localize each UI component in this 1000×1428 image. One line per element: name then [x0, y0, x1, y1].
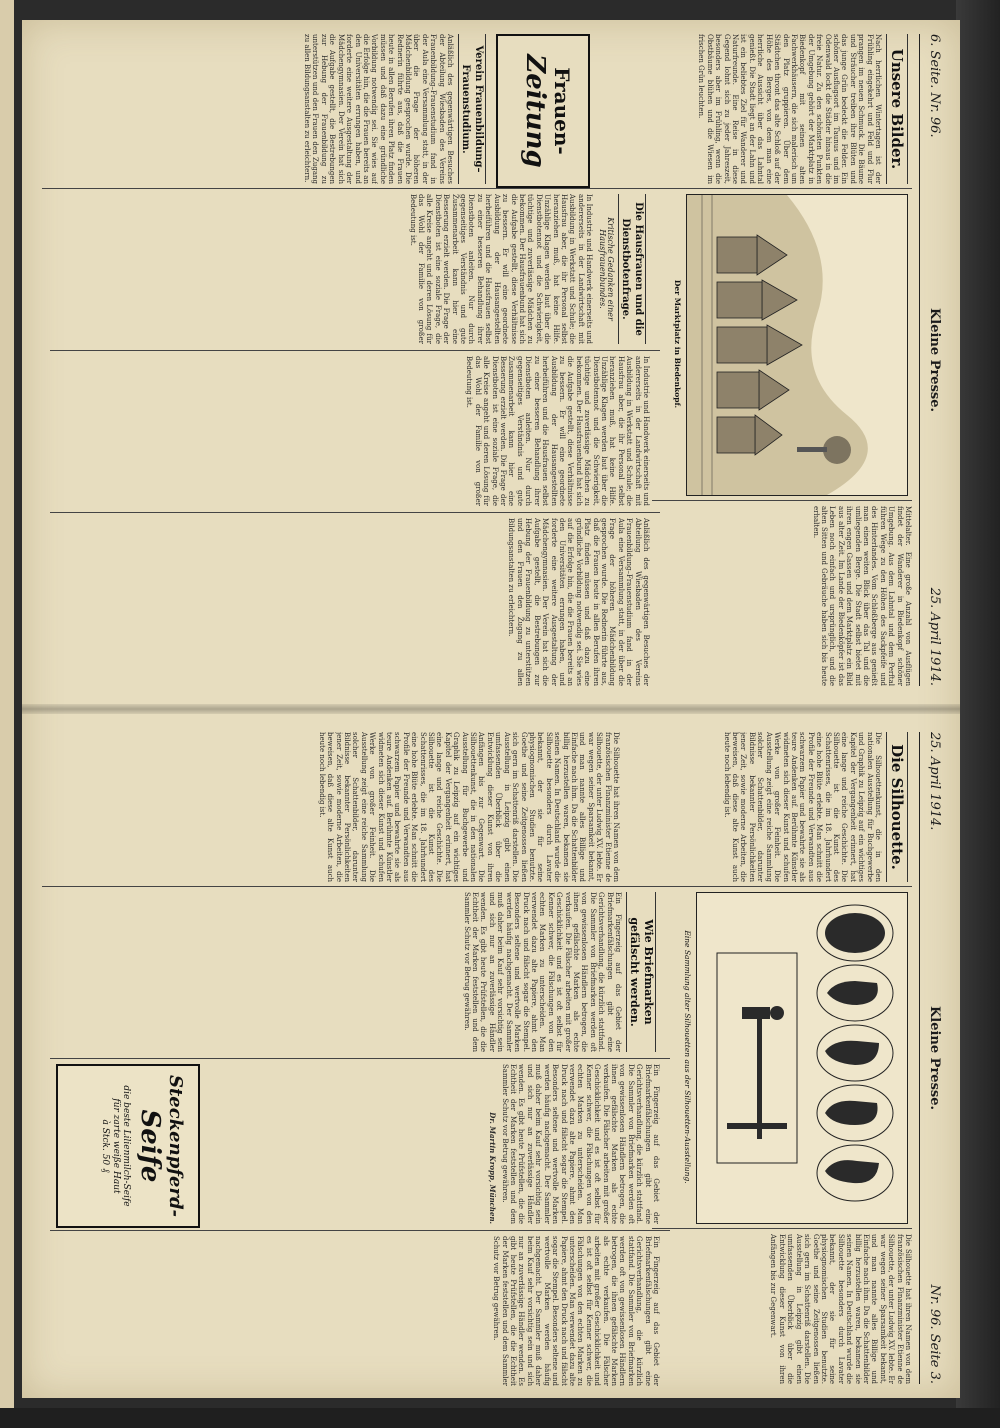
- article-body: Anläßlich des gegenwärtigen Besuches der Abteilung Wiesbaden des Vereins Frauenbildung–Frauenstudium fand in der Aula eine Versammlung statt, in der über die Frage der höheren Mädchenbildung gesprochen wurde. Die Rednerin führte aus, daß die Frauen heute in allen Berufen ihren Platz finden müssen und daß dazu eine gründliche Vorbildung notwendig sei. Sie wies auf die Erfolge hin, die die Frauen bereits an den Universitäten errungen haben, und forderte eine weitere Ausgestaltung der Mädchengymnasien. Der Verein hat sich die Aufgabe gestellt, die Bestrebungen zur Hebung der Frauenbildung zu unterstützen und den Frauen den Zugang zu allen Bildungsanstalten zu erleichtern.: [303, 34, 454, 184]
- page-right: [22, 718, 960, 1398]
- frauen-zeitung-logo: [496, 34, 590, 188]
- column-briefmarken-cont: [210, 1064, 660, 1224]
- article-body: Mittelalter. Eine große Anzahl von Ausflügen findet der Wanderer in Biedenkopf schöner Umgebung. Aus dem Lahntal und dem Perftal führen Wege zu den Höhen des Sackpfeife und des Hinterlandes. Vom Schloßberge aus genießt man einen weiten Blick über das Tal und die umliegenden Berge. Die Stadt selbst bietet mit ihren engen Gassen und dem Marktplatz ein Bild aus alter Zeit. Im Lande der Biedenköpfer ist das Leben noch einfach und ursprünglich, und die alten Sitten und Gebräuche haben sich bis heute erhalten.: [811, 506, 912, 686]
- article-body-extra: Die Silhouettenkunst, die in den nationalen Ausstellung für Buchgewerbe und Graphik zu Leipzig auf ein wichtiges Kapitel der Vergangenheit erinnert, hat eine lange und reiche Geschichte. Die Silhouette ist die Kunst des Schattenrisses, die im 18. Jahrhundert eine hohe Blüte erlebte. Man schnitt die Profile der Freunde und Verwandten aus schwarzem Papier und bewahrte sie als teure Andenken auf. Berühmte Künstler widmeten sich dieser Kunst und schufen Werke von großer Feinheit. Die Ausstellung zeigt eine reiche Sammlung solcher Schattenbilder, darunter Bildnisse bekannter Persönlichkeiten jener Zeit, sowie moderne Arbeiten, die beweisen, daß diese alte Kunst auch heute noch lebendig ist.: [317, 732, 486, 882]
- ad-tagline-2: für zarte weiße Haut: [111, 1098, 121, 1194]
- ad-product: Seife: [135, 1109, 165, 1183]
- page-number: 6. Seite. Nr. 96.: [927, 34, 942, 138]
- column-biedenkopf: [662, 506, 912, 686]
- article-title: Wie Briefmarken gefälscht werden.: [626, 892, 656, 1052]
- column-dienstboten: [50, 194, 650, 344]
- town-etching: [687, 195, 907, 495]
- article-subtitle: Kritische Gedanken einer Hausfrauenbundes.: [597, 217, 615, 321]
- article-title: Verein Frauenbildung–Frauenstudium.: [458, 34, 486, 184]
- column-rule: [652, 500, 912, 501]
- column-silhouette: [632, 732, 912, 882]
- article-body: Nach herrlichen Wintertagen ist der Frühling eingekehrt und Feld und Flur prangen im neuen Schmuck. Die Bäume und Sträucher treiben ihre Blüten und das junge Grün bedeckt die Felder. Ein schöner Ausflugsort im Taunus und im Odenwald lockt die Städter hinaus in die freie Natur. Zu den schönsten Punkten der Umgebung gehört der Marktplatz in Biedenkopf mit seinen alten Fachwerkhäusern, die sich malerisch um den Platz gruppieren. Über dem Städtchen thront das alte Schloß auf der Höhe des Berges, von dem man eine herrliche Aussicht über das Lahntal genießt. Die Stadt liegt an der Lahn und ist ein beliebtes Ziel für Wanderer und Naturfreunde. Eine Reise in diese Gegend lohnt sich zu jeder Jahreszeit, besonders aber im Frühling, wenn die Obstbäume blühen und die Wiesen im frischen Grün leuchten.: [697, 34, 882, 184]
- article-body: Ein Fingerzeig auf das Gebiet der Briefmarkenfälschungen gibt eine Gerichtsverhandlung, die kürzlich stattfand. Die Sammler von Briefmarken werden oft von gewissenlosen Händlern betrogen, die ihnen gefälschte Marken als echte verkaufen. Die Fälscher arbeiten mit großer Geschicklichkeit und es ist oft selbst für Kenner schwer, die Fälschungen von den echten Marken zu unterscheiden. Man verwendet dazu alte Papiere, ahmt den Druck nach und fälscht sogar die Stempel. Besonders seltene und wertvolle Marken werden häufig nachgemacht. Der Sammler muß daher beim Kauf sehr vorsichtig sein und sich nur an zuverlässige Händler wenden. Es gibt heute Prüfstellen, die die Echtheit der Marken feststellen und dem Sammler Schutz vor Betrug gewähren.: [492, 1236, 660, 1386]
- scan-edge-right: [956, 0, 1000, 1428]
- column-rule: [50, 512, 660, 513]
- silhouette-caption-wrap: [680, 892, 694, 1222]
- newspaper-sheet: [22, 20, 960, 1398]
- page-left: [22, 20, 960, 700]
- issue-date: 25. April 1914.: [927, 732, 942, 831]
- page-gutter: [22, 704, 960, 714]
- column-dienstboten-cont: [50, 356, 650, 506]
- article-signature: Dr. Martin Kropp, München.: [488, 1112, 498, 1224]
- column-rule: [652, 1228, 912, 1229]
- column-briefmarken: [50, 892, 660, 1052]
- article-title: Unsere Bilder.: [886, 34, 908, 184]
- column-dienstboten-end: [50, 518, 650, 686]
- marketplace-illustration: [686, 194, 908, 496]
- ad-brand: Steckenpferd-: [165, 1074, 186, 1218]
- scan-edge-left: [0, 0, 14, 1428]
- article-body: Ein Fingerzeig auf das Gebiet der Briefmarkenfälschungen gibt eine Gerichtsverhandlung, die kürzlich stattfand. Die Sammler von Briefmarken werden oft von gewissenlosen Händlern betrogen, die ihnen gefälschte Marken als echte verkaufen. Die Fälscher arbeiten mit großer Geschicklichkeit und es ist oft selbst für Kenner schwer, die Fälschungen von den echten Marken zu unterscheiden. Man verwendet dazu alte Papiere, ahmt den Druck nach und fälscht sogar die Stempel. Besonders seltene und wertvolle Marken werden häufig nachgemacht. Der Sammler muß daher beim Kauf sehr vorsichtig sein und sich nur an zuverlässige Händler wenden. Es gibt heute Prüfstellen, die die Echtheit der Marken feststellen und dem Sammler Schutz vor Betrug gewähren.: [462, 892, 622, 1052]
- column-rule: [50, 1058, 670, 1059]
- silhouette-plate: [696, 892, 908, 1224]
- article-body: Die Silhouettenkunst, die in den nationalen Ausstellung für Buchgewerbe und Graphik zu Leipzig auf ein wichtiges Kapitel der Vergangenheit erinnert, hat eine lange und reiche Geschichte. Die Silhouette ist die Kunst des Schattenrisses, die im 18. Jahrhundert eine hohe Blüte erlebte. Man schnitt die Profile der Freunde und Verwandten aus schwarzem Papier und bewahrte sie als teure Andenken auf. Berühmte Künstler widmeten sich dieser Kunst und schufen Werke von großer Feinheit. Die Ausstellung zeigt eine reiche Sammlung solcher Schattenbilder, darunter Bildnisse bekannter Persönlichkeiten jener Zeit, sowie moderne Arbeiten, die beweisen, daß diese alte Kunst auch heute noch lebendig ist.: [722, 732, 882, 882]
- silhouette-ovals: [697, 893, 907, 1223]
- column-rule: [42, 886, 912, 887]
- masthead: Kleine Presse.: [927, 307, 942, 413]
- column-silhouette-cont: [662, 1234, 912, 1384]
- article-body: Ein Fingerzeig auf das Gebiet der Briefmarkenfälschungen gibt eine Gerichtsverhandlung, die kürzlich stattfand. Die Sammler von Briefmarken werden oft von gewissenlosen Händlern betrogen, die ihnen gefälschte Marken als echte verkaufen. Die Fälscher arbeiten mit großer Geschicklichkeit und es ist oft selbst für Kenner schwer, die Fälschungen von den echten Marken zu unterscheiden. Man verwendet dazu alte Papiere, ahmt den Druck nach und fälscht sogar die Stempel. Besonders seltene und wertvolle Marken werden häufig nachgemacht. Der Sammler muß daher beim Kauf sehr vorsichtig sein und sich nur an zuverlässige Händler wenden. Es gibt heute Prüfstellen, die die Echtheit der Marken feststellen und dem Sammler Schutz vor Betrug gewähren.: [500, 1064, 660, 1224]
- page-number: Nr. 96. Seite 3.: [927, 1284, 942, 1384]
- column-rule: [50, 1230, 670, 1231]
- article-body: Anläßlich des gegenwärtigen Besuches der Abteilung Wiesbaden des Vereins Frauenbildung–Frauenstudium fand in der Aula eine Versammlung statt, in der über die Frage der höheren Mädchenbildung gesprochen wurde. Die Rednerin führte aus, daß die Frauen heute in allen Berufen ihren Platz finden müssen und daß dazu eine gründliche Vorbildung notwendig sei. Sie wies auf die Erfolge hin, die die Frauen bereits an den Universitäten errungen haben, und forderte eine weitere Ausgestaltung der Mädchengymnasien. Der Verein hat sich die Aufgabe gestellt, die Bestrebungen zur Hebung der Frauenbildung zu unterstützen und den Frauen den Zugang zu allen Bildungsanstalten zu erleichtern.: [507, 518, 650, 686]
- page-header: [919, 34, 946, 686]
- article-body: In Industrie und Handwerk einerseits und andererseits in der Landwirtschaft mit Ausbildung in Werkstatt und Schule; die Hausfrau aber, die ihr Personal selbst heranziehen muß, hat keine Hilfe. Unzählige Klagen werden laut über die Dienstbotennot und die Schwierigkeit, tüchtige und zuverlässige Mädchen zu bekommen. Der Hausfrauenbund hat sich die Aufgabe gestellt, diese Verhältnisse zu bessern. Er will eine geordnete Ausbildung der Hausangestellten herbeiführen und die Hausfrauen selbst zu einer besseren Behandlung ihrer Dienstboten anleiten. Nur durch gegenseitiges Verständnis und gute Zusammenarbeit kann hier eine Besserung erzielt werden. Die Frage der Dienstboten ist eine soziale Frage, die alle Kreise angeht und deren Lösung für das Wohl der Familie von großer Bedeutung ist.: [465, 356, 650, 506]
- ad-tagline-1: die beste Lilienmilch-Seife: [121, 1085, 131, 1207]
- masthead: Kleine Presse.: [927, 1005, 942, 1111]
- column-rule: [42, 188, 912, 189]
- picture-caption: Der Marktplatz in Biedenkopf.: [673, 279, 682, 409]
- article-body: Die Silhouette hat ihren Namen von dem französischen Finanzminister Etienne de Silhouette, der unter Ludwig XV. lebte. Er war wegen seiner Sparsamkeit bekannt, und man nannte alles Billige und Einfache nach ihm. Da die Schattenbilder billig herzustellen waren, bekamen sie seinen Namen. In Deutschland wurde die Silhouette besonders durch Lavater bekannt, der sie für seine physiognomischen Studien benutzte. Goethe und seine Zeitgenossen ließen sich gern im Schattenriß darstellen. Die Ausstellung in Leipzig gibt einen umfassenden Überblick über die Entwicklung dieser Kunst von ihren Anfängen bis zur Gegenwart.: [769, 1234, 912, 1384]
- logo-line-1: Frauen-: [550, 67, 574, 155]
- page-header: [919, 732, 946, 1384]
- article-body: In Industrie und Handwerk einerseits und andererseits in der Landwirtschaft mit Ausbildung in Werkstatt und Schule; die Hausfrau aber, die ihr Personal selbst heranziehen muß, hat keine Hilfe. Unzählige Klagen werden laut über die Dienstbotennot und die Schwierigkeit, tüchtige und zuverlässige Mädchen zu bekommen. Der Hausfrauenbund hat sich die Aufgabe gestellt, diese Verhältnisse zu bessern. Er will eine geordnete Ausbildung der Hausangestellten herbeiführen und die Hausfrauen selbst zu einer besseren Behandlung ihrer Dienstboten anleiten. Nur durch gegenseitiges Verständnis und gute Zusammenarbeit kann hier eine Besserung erzielt werden. Die Frage der Dienstboten ist eine soziale Frage, die alle Kreise angeht und deren Lösung für das Wohl der Familie von großer Bedeutung ist.: [408, 194, 594, 344]
- rotated-spread: [22, 20, 960, 1398]
- article-title: Die Hausfrauen und die Dienstbotenfrage.: [618, 194, 646, 344]
- issue-date: 25. April 1914.: [927, 587, 942, 686]
- picture-caption-wrap: [670, 194, 684, 494]
- ad-price: à Stck. 50 ₰: [100, 1119, 110, 1173]
- column-briefmarken-end: [50, 1236, 660, 1386]
- column-frauenbildung: [50, 34, 490, 184]
- silhouette-caption: Eine Sammlung alter Silhouetten aus der Silhouetten-Ausstellung.: [683, 930, 692, 1184]
- column-unsere-bilder: [612, 34, 912, 184]
- scan-edge-bottom: [0, 1408, 1000, 1428]
- article-title: Die Silhouette.: [886, 732, 908, 882]
- steckenpferd-advertisement: [56, 1064, 200, 1228]
- column-silhouette-more: [50, 732, 620, 882]
- column-rule: [50, 350, 660, 351]
- logo-line-2: Zeitung: [520, 54, 550, 168]
- article-body: Die Silhouette hat ihren Namen von dem französischen Finanzminister Etienne de Silhouette, der unter Ludwig XV. lebte. Er war wegen seiner Sparsamkeit bekannt, und man nannte alles Billige und Einfache nach ihm. Da die Schattenbilder billig herzustellen waren, bekamen sie seinen Namen. In Deutschland wurde die Silhouette besonders durch Lavater bekannt, der sie für seine physiognomischen Studien benutzte. Goethe und seine Zeitgenossen ließen sich gern im Schattenriß darstellen. Die Ausstellung in Leipzig gibt einen umfassenden Überblick über die Entwicklung dieser Kunst von ihren Anfängen bis zur Gegenwart.: [477, 732, 620, 882]
